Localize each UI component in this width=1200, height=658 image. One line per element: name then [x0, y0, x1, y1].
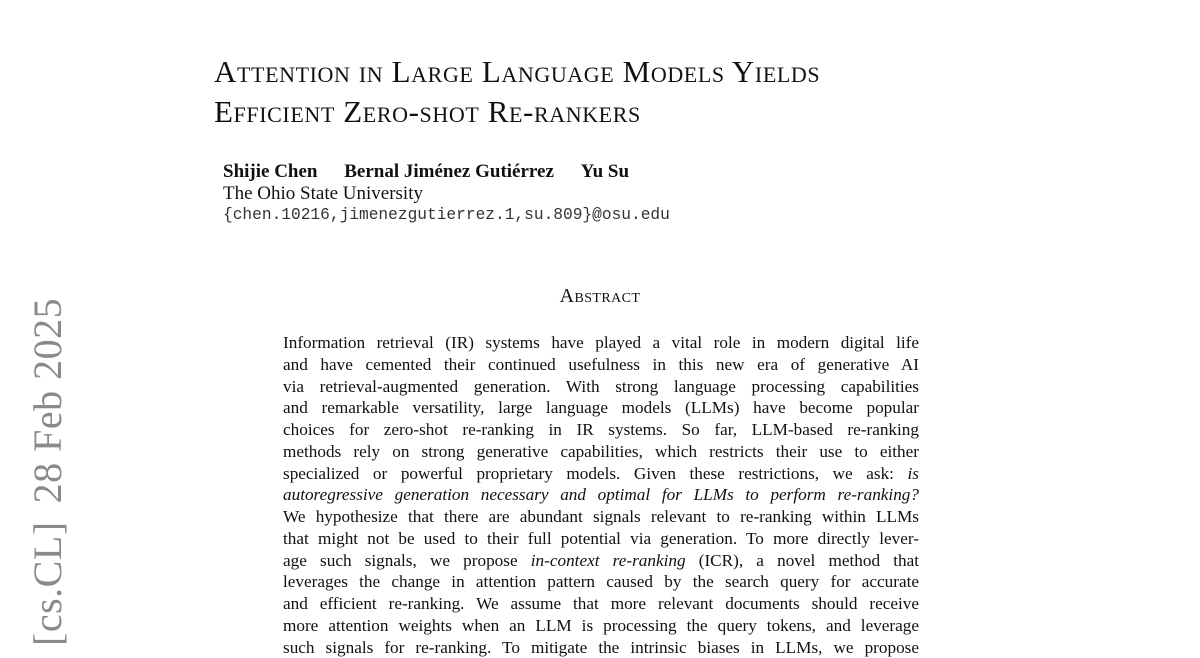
abstract-line [283, 332, 919, 354]
paper-title [214, 52, 1074, 132]
abstract-line [283, 571, 919, 593]
abstract-line [283, 419, 919, 441]
abstract-line [283, 637, 919, 658]
abstract-text: via retrieval-augmented generation. With strong language processing capabilities [283, 377, 919, 396]
abstract-heading: Abstract [0, 285, 1200, 308]
abstract-italic-text: autoregressive generation necessary and optimal for LLMs to perform re-ranking? [283, 485, 919, 504]
abstract-text: We hypothesize that there are abundant signals relevant to re-ranking within LLMs [283, 507, 919, 526]
abstract-text: (ICR), a novel method that [686, 551, 919, 570]
title-line: Attention in Large Language Models Yields [214, 52, 1074, 92]
arxiv-identifier-stamp [24, 298, 71, 646]
title-line: Efficient Zero-shot Re-rankers [214, 92, 1074, 132]
abstract-body [283, 332, 919, 658]
author-list [223, 161, 629, 183]
abstract-line [283, 550, 919, 572]
abstract-italic-text: in-context re-ranking [531, 551, 686, 570]
abstract-text: and efficient re-ranking. We assume that more relevant documents should receive [283, 594, 919, 613]
abstract-text: specialized or powerful proprietary models. Given these restrictions, we ask: [283, 464, 908, 483]
abstract-text: that might not be used to their full potential via generation. To more directly lever- [283, 529, 919, 548]
abstract-line [283, 615, 919, 637]
abstract-line [283, 484, 919, 506]
abstract-text: and remarkable versatility, large language models (LLMs) have become popular [283, 398, 919, 417]
abstract-text: methods rely on strong generative capabilities, which restricts their use to either [283, 442, 919, 461]
author-name: Yu Su [581, 161, 629, 182]
arxiv-date: 28 Feb 2025 [25, 298, 70, 504]
author-emails: {chen.10216,jimenezgutierrez.1,su.809}@osu.edu [223, 206, 670, 224]
abstract-text: more attention weights when an LLM is processing the query tokens, and leverage [283, 616, 919, 635]
abstract-text: age such signals, we propose [283, 551, 531, 570]
abstract-line [283, 354, 919, 376]
abstract-text: leverages the change in attention pattern caused by the search query for accurate [283, 572, 919, 591]
abstract-line [283, 463, 919, 485]
affiliation: The Ohio State University [223, 183, 423, 205]
abstract-line [283, 528, 919, 550]
arxiv-category: [cs.CL] [25, 521, 70, 646]
abstract-line [283, 441, 919, 463]
abstract-italic-text: is [908, 464, 919, 483]
abstract-line [283, 593, 919, 615]
abstract-text: Information retrieval (IR) systems have played a vital role in modern digital life [283, 333, 919, 352]
author-name: Bernal Jiménez Gutiérrez [344, 161, 554, 182]
abstract-text: choices for zero-shot re-ranking in IR systems. So far, LLM-based re-ranking [283, 420, 919, 439]
abstract-line [283, 397, 919, 419]
abstract-line [283, 376, 919, 398]
abstract-text: such signals for re-ranking. To mitigate the intrinsic biases in LLMs, we propose [283, 638, 919, 657]
abstract-text: and have cemented their continued usefulness in this new era of generative AI [283, 355, 919, 374]
abstract-line [283, 506, 919, 528]
author-name: Shijie Chen [223, 161, 318, 182]
